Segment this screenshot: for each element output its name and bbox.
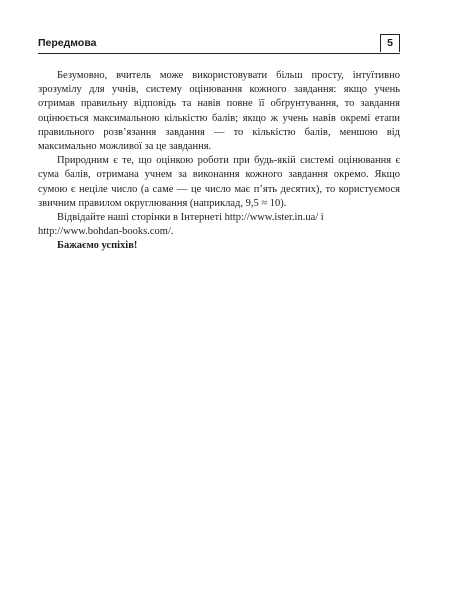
running-title: Передмова: [38, 37, 97, 49]
page-number: 5: [380, 34, 400, 52]
closing-wish: Бажаємо успіхів!: [57, 240, 138, 252]
paragraph-websites: Відвідайте наші сторінки в Інтернеті http://www.ister.in.ua/ і http://www.bohdan-books.com/.: [38, 212, 324, 238]
header-rule: [38, 53, 400, 54]
paragraph-rounding-rule: Природним є те, що оцінкою роботи при будь-якій системі оцінювання є сума балів, отримана учнем за виконання кожного завдання окремо. Якщо сумою є неціле число (а саме — це число має п’ять десятих), то користуємося звичним правилом округлювання (наприклад, 9,5 ≈ 10).: [38, 155, 400, 209]
paragraph-grading-system: Безумовно, вчитель може використовувати більш просту, інтуїтивно зрозумілу для учнів, систему оцінювання кожного завдання: якщо учень отримав правильну відповідь та навів повне її обґрунтування, то завдання оцінюється максимальною кількістю балів; якщо ж учень навів окремі етапи правильного розв’язання завдання — то кількістю балів, меншою від максимально можливої за це завдання.: [38, 70, 400, 153]
page-header: [38, 36, 400, 56]
page-body: [38, 69, 400, 254]
